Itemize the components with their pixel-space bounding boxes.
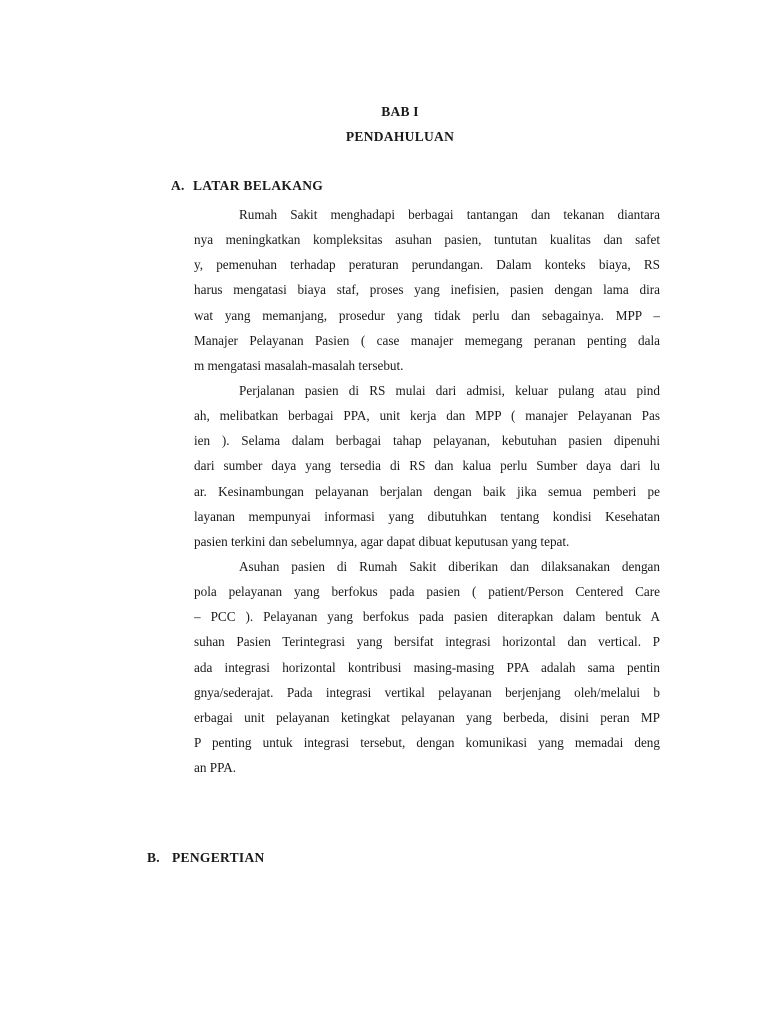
- section-b-heading: [147, 850, 265, 866]
- section-a-marker: A.: [171, 178, 185, 193]
- paragraph-3-line: gnya/sederajat. Pada integrasi vertikal pelayanan berjenjang oleh/melalui b: [194, 684, 660, 700]
- paragraph-3-line: an PPA.: [194, 760, 237, 776]
- paragraph-1-line: m mengatasi masalah-masalah tersebut.: [194, 357, 404, 373]
- paragraph-2-line: ien ). Selama dalam berbagai tahap pelayanan, kebutuhan pasien dipenuhi: [194, 433, 660, 449]
- paragraph-1-line: wat yang memanjang, prosedur yang tidak perlu dan sebagainya. MPP –: [194, 307, 660, 323]
- section-a-heading: [171, 178, 323, 194]
- paragraph-3-line: P penting untuk integrasi tersebut, dengan komunikasi yang memadai deng: [194, 734, 660, 750]
- paragraph-2-line: layanan mempunyai informasi yang dibutuhkan tentang kondisi Kesehatan: [194, 508, 660, 524]
- paragraph-2-line: pasien terkini dan sebelumnya, agar dapat dibuat keputusan yang tepat.: [194, 533, 570, 549]
- paragraph-3-line: suhan Pasien Terintegrasi yang bersifat integrasi horizontal dan vertical. P: [194, 634, 660, 650]
- paragraph-1-line: Manajer Pelayanan Pasien ( case manajer memegang peranan penting dala: [194, 332, 660, 348]
- paragraph-2-line: ah, melibatkan berbagai PPA, unit kerja dan MPP ( manajer Pelayanan Pas: [194, 408, 660, 424]
- paragraph-2-line: ar. Kesinambungan pelayanan berjalan dengan baik jika semua pemberi pe: [194, 483, 660, 499]
- chapter-number: BAB I: [381, 104, 419, 119]
- paragraph-1-line: Rumah Sakit menghadapi berbagai tantangan dan tekanan diantara: [239, 207, 660, 222]
- paragraph-3-line: ada integrasi horizontal kontribusi masing-masing PPA adalah sama pentin: [194, 659, 660, 675]
- paragraph-3-line: – PCC ). Pelayanan yang berfokus pada pasien diterapkan dalam bentuk A: [194, 609, 660, 625]
- paragraph-1-line: y, pemenuhan terhadap peraturan perundangan. Dalam konteks biaya, RS: [194, 257, 660, 273]
- paragraph-1-line: harus mengatasi biaya staf, proses yang inefisien, pasien dengan lama dira: [194, 282, 660, 298]
- paragraph-2-line: dari sumber daya yang tersedia di RS dan kalua perlu Sumber daya dari lu: [194, 458, 660, 474]
- paragraph-3-line: pola pelayanan yang berfokus pada pasien ( patient/Person Centered Care: [194, 584, 660, 600]
- section-a-body: [194, 202, 660, 780]
- chapter-title: PENDAHULUAN: [345, 129, 455, 144]
- paragraph-2-line: Perjalanan pasien di RS mulai dari admisi, keluar pulang atau pind: [239, 382, 660, 398]
- paragraph-3-line: erbagai unit pelayanan ketingkat pelayanan yang berbeda, disini peran MP: [194, 709, 660, 725]
- section-a-title: LATAR BELAKANG: [193, 178, 324, 193]
- section-b-marker: B.: [147, 850, 160, 865]
- section-b-title: PENGERTIAN: [172, 850, 265, 865]
- paragraph-1-line: nya meningkatkan kompleksitas asuhan pasien, tuntutan kualitas dan safet: [194, 232, 660, 248]
- paragraph-3-line: Asuhan pasien di Rumah Sakit diberikan dan dilaksanakan dengan: [239, 558, 660, 574]
